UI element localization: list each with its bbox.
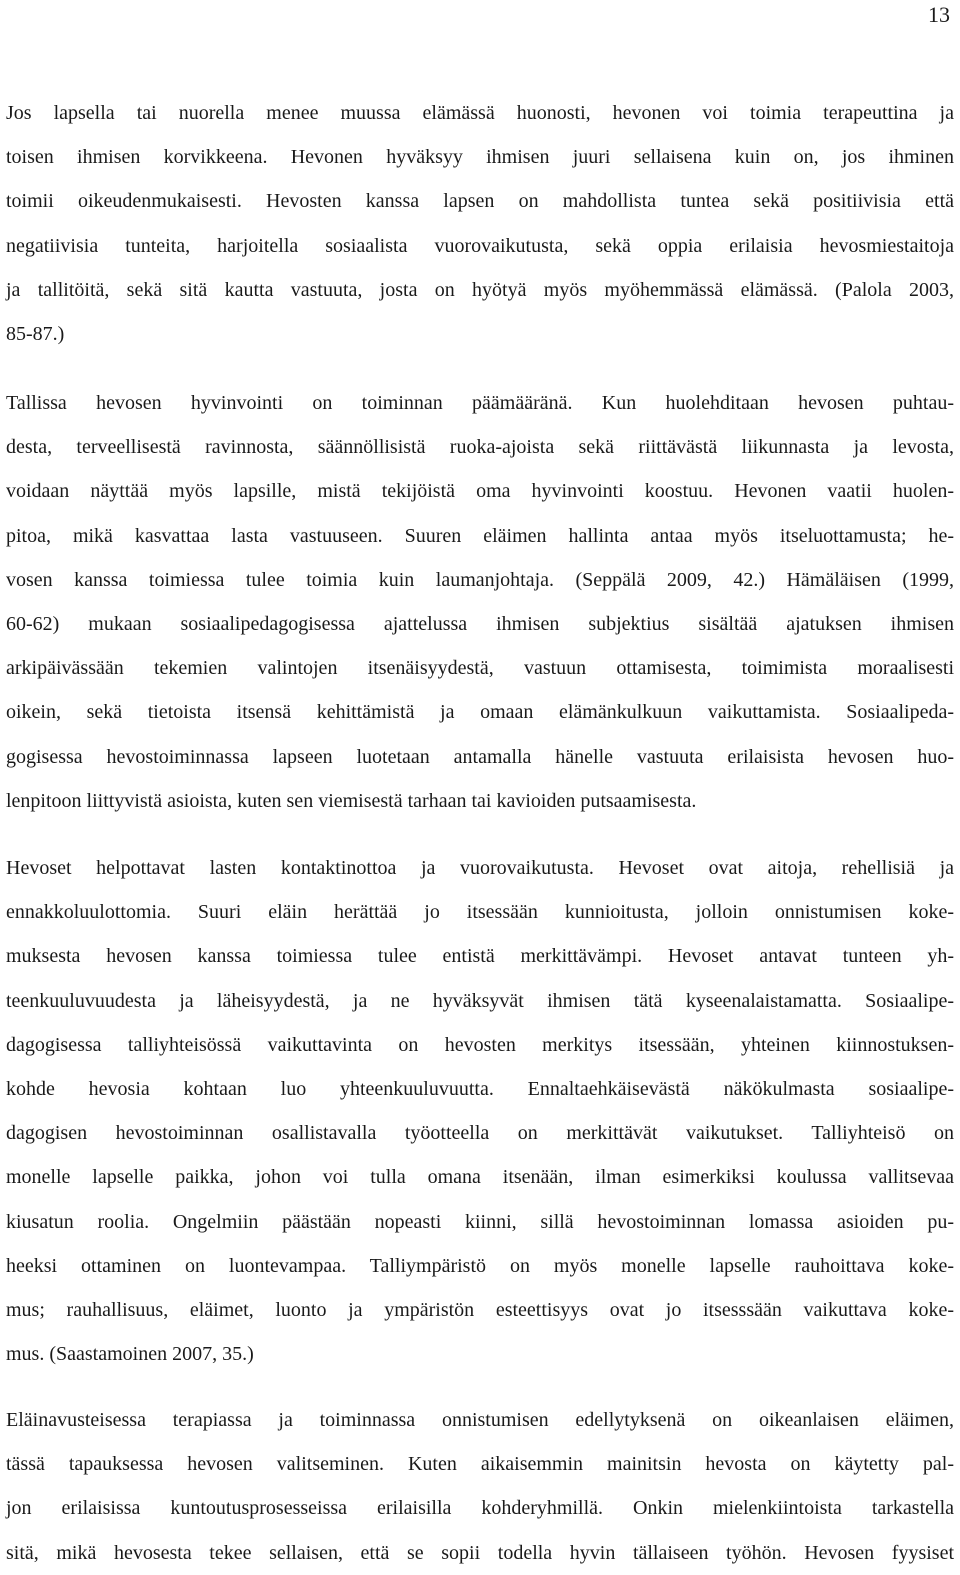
text-line: kiusatun roolia. Ongelmiin päästään nopeasti kiinni, sillä hevostoiminnan lomassa asioiden pu- — [6, 1210, 954, 1233]
text-line: 85-87.) — [6, 322, 65, 345]
text-line: Hevoset helpottavat lasten kontaktinottoa ja vuorovaikutusta. Hevoset ovat aitoja, rehellisiä ja — [6, 857, 954, 879]
text-line: monelle lapselle paikka, johon voi tulla omana itsenään, ilman esimerkiksi koulussa vallitsevaa — [6, 1166, 954, 1189]
paragraph-2 — [6, 381, 954, 823]
text-line: heeksi ottaminen on luontevampaa. Talliympäristö on myös monelle lapselle rauhoittava koke- — [6, 1254, 954, 1277]
text-line: 60-62) mukaan sosiaalipedagogisessa ajattelussa ihmisen subjektius sisältää ajatuksen ihmisen — [6, 612, 954, 635]
text-line: mus. (Saastamoinen 2007, 35.) — [6, 1343, 254, 1366]
paragraph-4 — [6, 1398, 954, 1575]
text-line: ennakkoluulottomia. Suuri eläin herättää jo itsessään kunnioitusta, jolloin onnistumisen koke- — [6, 901, 954, 924]
text-line: Eläinavusteisessa terapiassa ja toiminnassa onnistumisen edellytyksenä on oikeanlaisen eläimen, — [6, 1409, 954, 1431]
text-line: pitoa, mikä kasvattaa lasta vastuuseen. Suuren eläimen hallinta antaa myös itseluottamusta; he- — [6, 524, 954, 547]
text-line: jon erilaisissa kuntoutusprosesseissa erilaisilla kohderyhmillä. Onkin mielenkiintoista tarkastella — [6, 1497, 954, 1520]
text-line: arkipäivässään tekemien valintojen itsenäisyydestä, vastuun ottamisesta, toimimista moraalisesti — [6, 657, 954, 680]
text-line: sitä, mikä hevosesta tekee sellaisen, että se sopii todella hyvin tällaiseen työhön. Hevosen fyysiset — [6, 1541, 954, 1564]
text-line: mus; rauhallisuus, eläimet, luonto ja ympäristön esteettisyys ovat jo itsesssään vaikuttava koke- — [6, 1298, 954, 1321]
text-line: lenpitoon liittyvistä asioista, kuten sen viemisestä tarhaan tai kavioiden putsaamisesta. — [6, 789, 697, 812]
text-line: negatiivisia tunteita, harjoitella sosiaalista vuorovaikutusta, sekä oppia erilaisia hevosmiestaitoja — [6, 234, 954, 257]
text-line: tässä tapauksessa hevosen valitseminen. Kuten aikaisemmin mainitsin hevosta on käytetty pal- — [6, 1453, 954, 1476]
text-line: toimii oikeudenmukaisesti. Hevosten kanssa lapsen on mahdollista tuntea sekä positiivisia että — [6, 190, 954, 213]
text-line: kohde hevosia kohtaan luo yhteenkuuluvuutta. Ennaltaehkäisevästä näkökulmasta sosiaalipe- — [6, 1077, 954, 1100]
text-line: Jos lapsella tai nuorella menee muussa elämässä huonosti, hevonen voi toimia terapeuttina ja — [6, 102, 954, 124]
text-line: toisen ihmisen korvikkeena. Hevonen hyväksyy ihmisen juuri sellaisena kuin on, jos ihminen — [6, 146, 954, 169]
text-line: teenkuuluvuudesta ja läheisyydestä, ja ne hyväksyvät ihmisen tätä kyseenalaistamatta. Sosiaalipe- — [6, 989, 954, 1012]
paragraph-3 — [6, 846, 954, 1376]
text-line: desta, terveellisestä ravinnosta, säännöllisistä ruoka-ajoista sekä riittävästä liikunnasta ja levosta, — [6, 436, 954, 459]
text-line: muksesta hevosen kanssa toimiessa tulee entistä merkittävämpi. Hevoset antavat tunteen yh- — [6, 945, 954, 968]
text-line: voidaan näyttää myös lapsille, mistä tekijöistä oma hyvinvointi koostuu. Hevonen vaatii huolen- — [6, 480, 954, 503]
text-line: dagogisen hevostoiminnan osallistavalla työotteella on merkittävät vaikutukset. Talliyhteisö on — [6, 1122, 954, 1145]
text-line: oikein, sekä tietoista itsensä kehittämistä ja omaan elämänkulkuun vaikuttamista. Sosiaalipeda- — [6, 701, 954, 724]
text-line: vosen kanssa toimiessa tulee toimia kuin laumanjohtaja. (Seppälä 2009, 42.) Hämäläisen (1999, — [6, 568, 954, 591]
page-number: 13 — [928, 2, 950, 27]
paragraph-1 — [6, 91, 954, 356]
text-line: Tallissa hevosen hyvinvointi on toiminnan päämääränä. Kun huolehditaan hevosen puhtau- — [6, 392, 954, 414]
text-line: gogisessa hevostoiminnassa lapseen luotetaan antamalla hänelle vastuuta erilaisista hevosen huo- — [6, 745, 954, 768]
text-line: ja tallitöitä, sekä sitä kautta vastuuta, josta on hyötyä myös myöhemmässä elämässä. (Palola 2003, — [6, 278, 954, 301]
text-line: dagogisessa talliyhteisössä vaikuttavinta on hevosten merkitys itsessään, yhteinen kiinnostuksen- — [6, 1033, 954, 1056]
